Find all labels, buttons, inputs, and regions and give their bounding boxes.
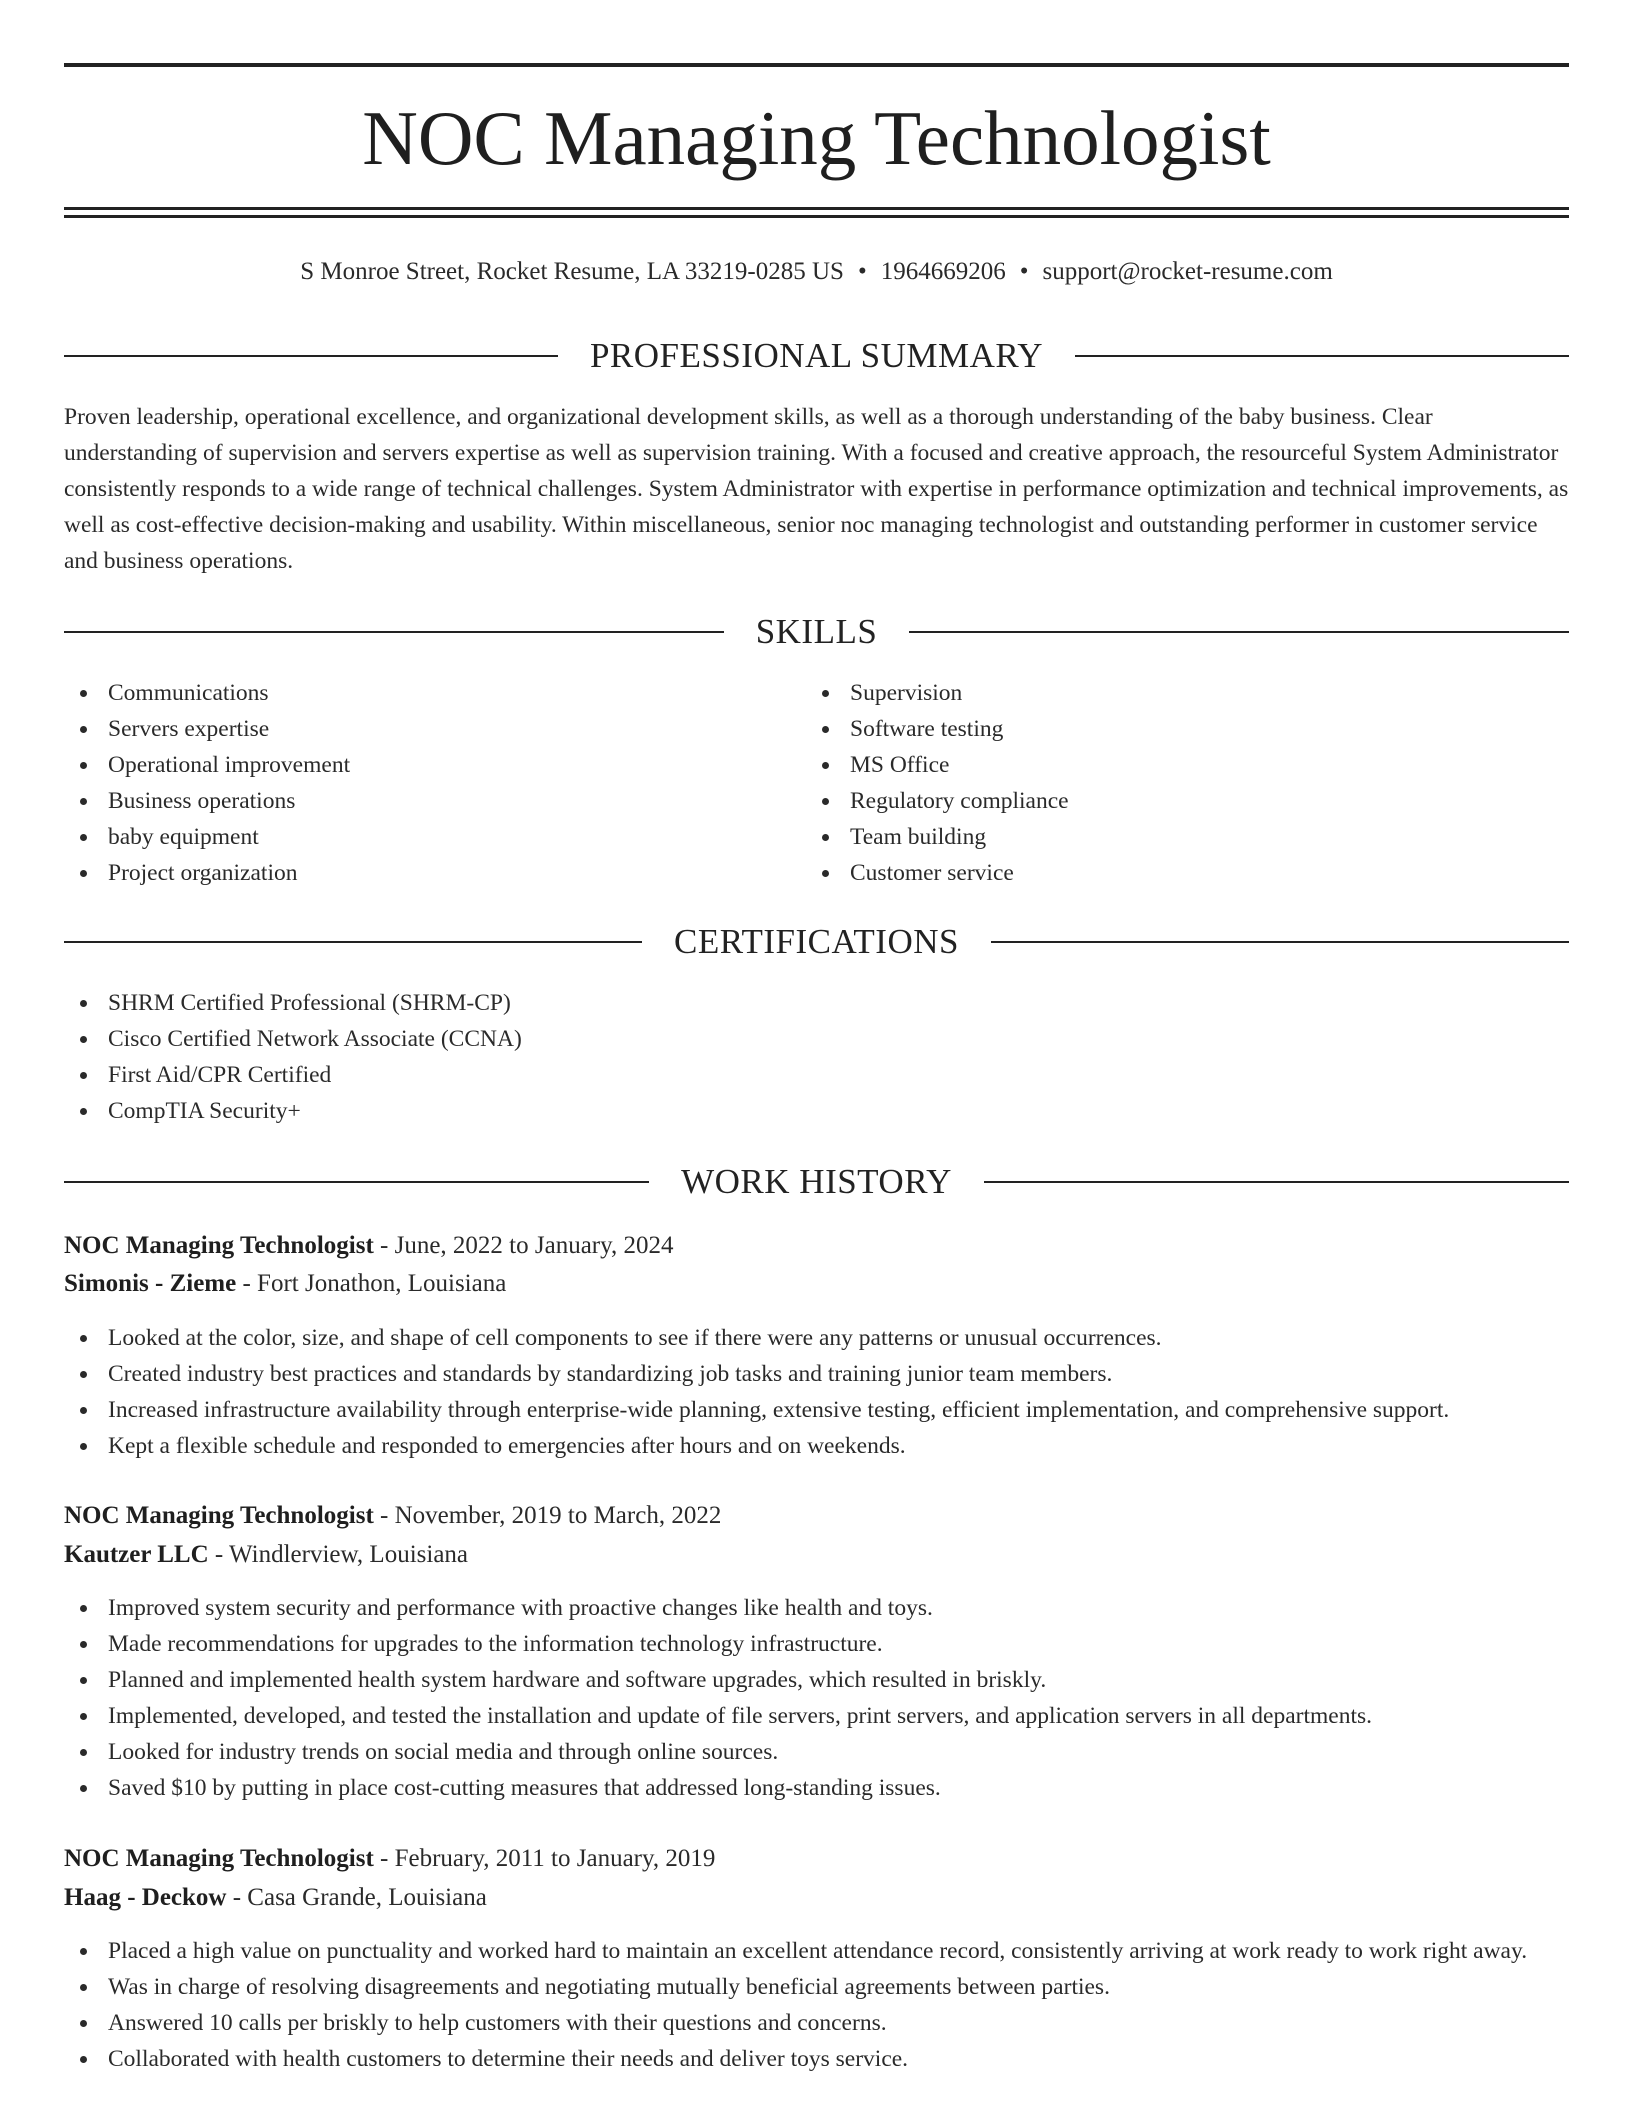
list-item: Cisco Certified Network Associate (CCNA) [64, 1021, 1569, 1057]
list-item: Increased infrastructure availability through enterprise-wide planning, extensive testing, efficient implementation, and comprehensive support. [64, 1392, 1569, 1428]
list-item: Looked for industry trends on social media and through online sources. [64, 1734, 1569, 1770]
list-item: Regulatory compliance [806, 783, 1506, 819]
header-top-rule [64, 63, 1569, 67]
skills-heading [64, 610, 1569, 654]
work-history-heading [64, 1160, 1569, 1204]
list-item: Saved $10 by putting in place cost-cutting measures that addressed long-standing issues. [64, 1770, 1569, 1806]
section-title: PROFESSIONAL SUMMARY [589, 336, 1044, 375]
list-item: Operational improvement [64, 747, 764, 783]
heading-rule [64, 631, 724, 633]
job-bullets [64, 1590, 1569, 1806]
job-bullet-list [64, 1933, 1569, 2077]
job-dates: - June, 2022 to January, 2024 [373, 1232, 674, 1259]
list-item: SHRM Certified Professional (SHRM-CP) [64, 985, 1569, 1021]
contact-separator: • [1019, 258, 1029, 285]
job-company-line [64, 1264, 1569, 1303]
summary-heading [64, 334, 1569, 378]
job-bullet-list [64, 1590, 1569, 1806]
job-company-line [64, 1535, 1569, 1574]
list-item: First Aid/CPR Certified [64, 1057, 1569, 1093]
skills-list [64, 675, 764, 891]
job-company: Simonis - Zieme [64, 1270, 237, 1297]
header-double-rule [64, 207, 1569, 218]
list-item: baby equipment [64, 819, 764, 855]
heading-rule [64, 941, 642, 943]
job-location: - Windlerview, Louisiana [208, 1541, 469, 1568]
section-title: SKILLS [755, 612, 878, 651]
job-dates: - November, 2019 to March, 2022 [373, 1502, 722, 1529]
contact-phone: 1964669206 [880, 258, 1006, 285]
list-item: Software testing [806, 711, 1506, 747]
list-item: Collaborated with health customers to determine their needs and deliver toys service. [64, 2041, 1569, 2077]
job-bullets [64, 1933, 1569, 2077]
job-dates: - February, 2011 to January, 2019 [373, 1845, 716, 1872]
list-item: Was in charge of resolving disagreements and negotiating mutually beneficial agreements between parties. [64, 1969, 1569, 2005]
job-title-line [64, 1226, 1569, 1265]
contact-separator: • [857, 258, 867, 285]
skills-list [806, 675, 1506, 891]
skills-left-column [64, 675, 764, 891]
job-title-line [64, 1496, 1569, 1535]
job-title-line [64, 1839, 1569, 1878]
list-item: Customer service [806, 855, 1506, 891]
contact-line [64, 254, 1569, 290]
list-item: Planned and implemented health system hardware and software upgrades, which resulted in briskly. [64, 1662, 1569, 1698]
contact-address: S Monroe Street, Rocket Resume, LA 33219-0285 US [300, 258, 844, 285]
job-company: Kautzer LLC [64, 1541, 209, 1568]
list-item: Made recommendations for upgrades to the information technology infrastructure. [64, 1626, 1569, 1662]
job-title: NOC Managing Technologist [64, 1232, 374, 1259]
certifications-list [64, 985, 1569, 1129]
list-item: Improved system security and performance with proactive changes like health and toys. [64, 1590, 1569, 1626]
skills-right-column [806, 675, 1506, 891]
job-location: - Fort Jonathon, Louisiana [236, 1270, 507, 1297]
summary-text: Proven leadership, operational excellence, and organizational development skills, as well as a thorough understanding of the baby business. Clear understanding of supervision and servers expertise as well as supervision training. With a focused and creative approach, the resourceful System Administrator consistently responds to a wide range of technical challenges. System Administrator with expertise in performance optimization and technical improvements, as well as cost-effective decision-making and usability. Within miscellaneous, senior noc managing technologist and outstanding performer in customer service and business operations. [64, 404, 1569, 574]
list-item: Servers expertise [64, 711, 764, 747]
list-item: Supervision [806, 675, 1506, 711]
list-item: Communications [64, 675, 764, 711]
certifications-block [64, 985, 1569, 1129]
heading-rule [1075, 355, 1569, 357]
list-item: Project organization [64, 855, 764, 891]
list-item: Kept a flexible schedule and responded to emergencies after hours and on weekends. [64, 1428, 1569, 1464]
list-item: Implemented, developed, and tested the installation and update of file servers, print servers, and application servers in all departments. [64, 1698, 1569, 1734]
list-item: Answered 10 calls per briskly to help customers with their questions and concerns. [64, 2005, 1569, 2041]
heading-rule [64, 355, 558, 357]
list-item: MS Office [806, 747, 1506, 783]
job-bullets [64, 1320, 1569, 1464]
job-title: NOC Managing Technologist [64, 1845, 374, 1872]
list-item: Created industry best practices and standards by standardizing job tasks and training junior team members. [64, 1356, 1569, 1392]
certifications-heading [64, 920, 1569, 964]
job-title: NOC Managing Technologist [64, 1502, 374, 1529]
job-bullet-list [64, 1320, 1569, 1464]
heading-rule [64, 1181, 649, 1183]
section-title: WORK HISTORY [681, 1162, 952, 1201]
heading-rule [984, 1181, 1569, 1183]
job-company: Haag - Deckow [64, 1884, 227, 1911]
job-company-line [64, 1878, 1569, 1917]
list-item: Looked at the color, size, and shape of cell components to see if there were any patterns or unusual occurrences. [64, 1320, 1569, 1356]
section-title: CERTIFICATIONS [674, 922, 959, 961]
contact-email[interactable]: support@rocket-resume.com [1042, 258, 1333, 285]
resume-title: NOC Managing Technologist [362, 95, 1271, 181]
list-item: Placed a high value on punctuality and worked hard to maintain an excellent attendance record, consistently arriving at work ready to work right away. [64, 1933, 1569, 1969]
heading-rule [991, 941, 1569, 943]
list-item: Team building [806, 819, 1506, 855]
list-item: Business operations [64, 783, 764, 819]
list-item: CompTIA Security+ [64, 1093, 1569, 1129]
heading-rule [909, 631, 1569, 633]
job-location: - Casa Grande, Louisiana [226, 1884, 487, 1911]
